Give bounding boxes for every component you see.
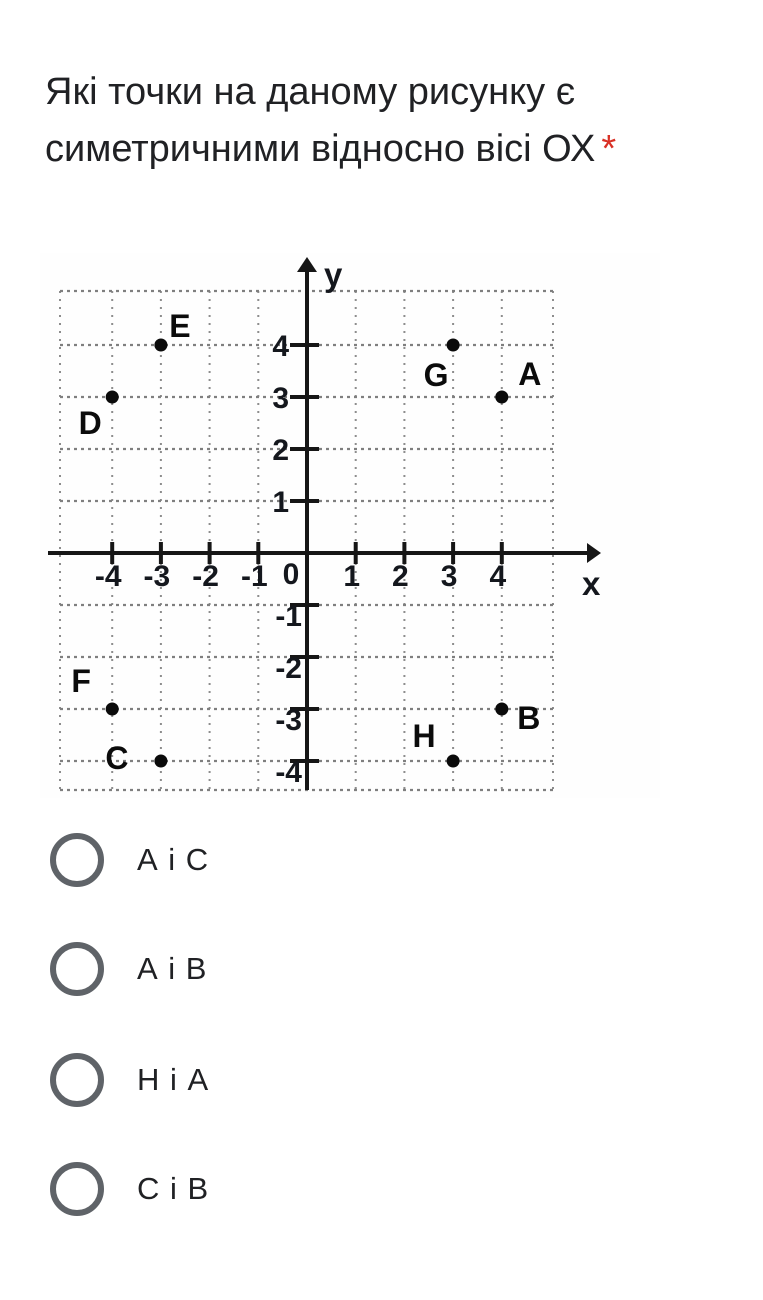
option-row[interactable] <box>50 1053 209 1107</box>
point-label-F: F <box>71 663 91 699</box>
svg-text:4: 4 <box>272 330 289 363</box>
radio-button[interactable] <box>50 1162 104 1216</box>
point-H <box>447 755 460 768</box>
svg-text:-1: -1 <box>240 560 268 593</box>
svg-text:-2: -2 <box>192 560 219 593</box>
point-label-E: E <box>169 308 191 344</box>
point-G <box>447 339 460 352</box>
point-label-B: B <box>517 700 541 736</box>
option-row[interactable] <box>50 1162 209 1216</box>
svg-text:3: 3 <box>272 382 289 415</box>
svg-text:-4: -4 <box>275 756 302 789</box>
svg-text:2: 2 <box>272 434 289 467</box>
svg-text:-4: -4 <box>94 560 122 593</box>
svg-text:-2: -2 <box>275 652 302 685</box>
svg-text:-1: -1 <box>275 600 302 633</box>
question-title <box>45 64 735 178</box>
svg-text:3: 3 <box>440 560 458 593</box>
radio-button[interactable] <box>50 833 104 887</box>
option-label: А і С <box>137 842 210 877</box>
coordinate-plane-svg <box>40 253 660 798</box>
point-label-G: G <box>423 357 449 393</box>
point-label-A: A <box>518 356 542 392</box>
svg-text:y: y <box>324 256 343 293</box>
svg-text:2: 2 <box>392 560 409 593</box>
point-label-D: D <box>78 405 102 441</box>
svg-text:0: 0 <box>282 558 300 591</box>
option-label: Н і А <box>137 1062 210 1097</box>
svg-text:1: 1 <box>272 486 289 519</box>
point-D <box>106 391 119 404</box>
coordinate-plane-figure <box>40 253 660 798</box>
option-label: А і В <box>137 951 208 986</box>
option-row[interactable] <box>50 833 209 887</box>
point-C <box>154 755 167 768</box>
question-text: Які точки на даному рисунку є симетричними відносно вісі ОХ <box>45 71 596 170</box>
point-label-H: H <box>412 718 436 754</box>
radio-button[interactable] <box>50 1053 104 1107</box>
required-asterisk: * <box>601 128 617 170</box>
svg-text:x: x <box>582 565 601 602</box>
point-A <box>495 391 508 404</box>
svg-text:4: 4 <box>489 560 507 593</box>
option-label: С і В <box>137 1171 210 1206</box>
svg-text:-3: -3 <box>143 560 171 593</box>
point-label-C: C <box>105 740 129 776</box>
point-F <box>106 703 119 716</box>
svg-text:-3: -3 <box>275 704 302 737</box>
radio-button[interactable] <box>50 942 104 996</box>
tick-labels <box>95 330 507 789</box>
point-E <box>154 339 167 352</box>
svg-text:1: 1 <box>343 560 361 593</box>
point-B <box>495 703 508 716</box>
option-row[interactable] <box>50 942 207 996</box>
